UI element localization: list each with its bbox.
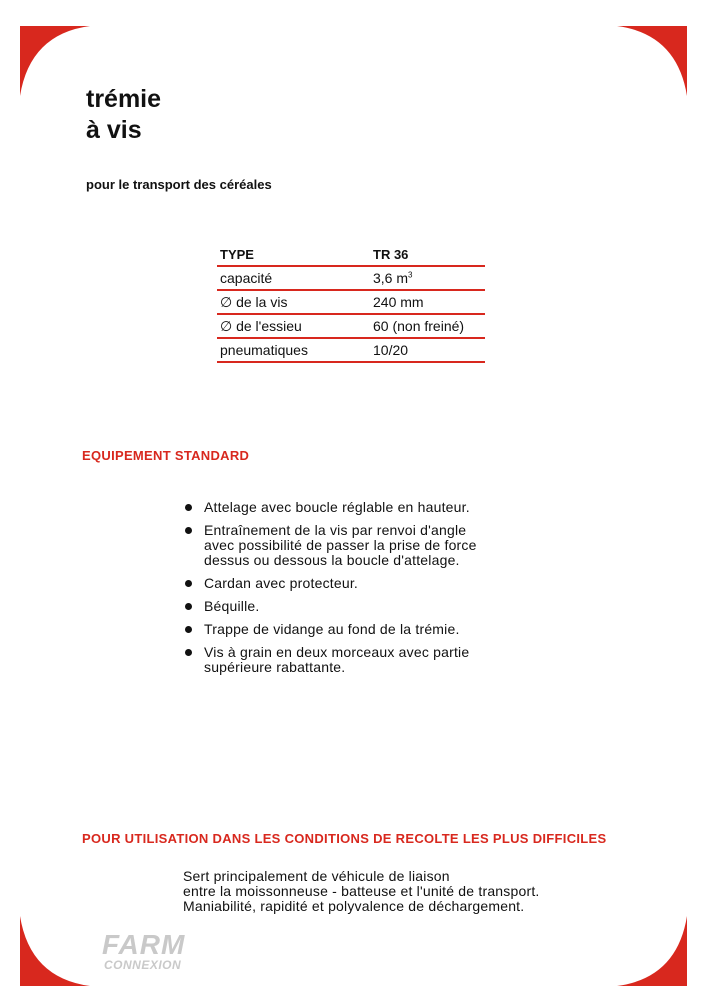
list-item <box>185 500 535 515</box>
list-item <box>185 599 535 614</box>
usage-section-title: POUR UTILISATION DANS LES CONDITIONS DE RECOLTE LES PLUS DIFFICILES <box>82 831 607 846</box>
spec-value <box>373 270 412 286</box>
capacity-value: 3,6 m <box>373 270 409 286</box>
list-item-line: Entraînement de la vis par renvoi d'angle <box>204 522 467 538</box>
spec-value: 60 (non freiné) <box>373 318 465 334</box>
list-item-line: Trappe de vidange au fond de la trémie. <box>204 621 460 637</box>
usage-line: Maniabilité, rapidité et polyvalence de déchargement. <box>183 898 525 914</box>
bullet-icon <box>185 504 192 511</box>
list-item <box>185 622 535 637</box>
usage-description <box>183 869 540 914</box>
list-item-line: avec possibilité de passer la prise de force <box>204 537 477 553</box>
spec-row-axle-diameter <box>217 315 485 339</box>
bullet-icon <box>185 527 192 534</box>
list-item <box>185 523 535 568</box>
spec-table-header <box>217 243 485 267</box>
list-item <box>185 576 535 591</box>
watermark-line-1: FARM <box>102 929 186 960</box>
bullet-icon <box>185 603 192 610</box>
list-item-line: Attelage avec boucle réglable en hauteur. <box>204 499 470 515</box>
spec-label: ∅ de la vis <box>220 294 288 310</box>
list-item-line: Béquille. <box>204 598 260 614</box>
bullet-icon <box>185 580 192 587</box>
spec-row-capacity <box>217 267 485 291</box>
spec-row-tyres <box>217 339 485 363</box>
list-item-line: dessus ou dessous la boucle d'attelage. <box>204 552 460 568</box>
spec-header-value: TR 36 <box>373 247 409 262</box>
usage-line: Sert principalement de véhicule de liaison <box>183 868 450 884</box>
spec-label: ∅ de l'essieu <box>220 318 302 334</box>
title-line-1: trémie <box>86 85 162 113</box>
list-item-line: Vis à grain en deux morceaux avec partie <box>204 644 470 660</box>
corner-decoration-top-left <box>20 26 90 96</box>
bullet-icon <box>185 626 192 633</box>
bullet-icon <box>185 649 192 656</box>
title-line-2: à vis <box>86 116 142 144</box>
page-subtitle: pour le transport des céréales <box>86 177 272 192</box>
usage-line: entre la moissonneuse - batteuse et l'unité de transport. <box>183 883 540 899</box>
page-title <box>86 84 161 146</box>
equipment-list <box>185 500 535 683</box>
watermark-line-2: CONNEXION <box>104 958 182 972</box>
list-item-line: Cardan avec protecteur. <box>204 575 359 591</box>
equipment-section-title: EQUIPEMENT STANDARD <box>82 448 250 463</box>
corner-decoration-bottom-right <box>617 916 687 986</box>
spec-label: capacité <box>220 270 273 286</box>
capacity-unit-superscript: 3 <box>408 270 413 280</box>
corner-decoration-top-right <box>617 26 687 96</box>
spec-value: 10/20 <box>373 342 409 358</box>
spec-table <box>217 243 485 363</box>
list-item-line: supérieure rabattante. <box>204 659 346 675</box>
spec-row-screw-diameter <box>217 291 485 315</box>
farm-connexion-watermark-logo <box>100 928 218 974</box>
spec-value: 240 mm <box>373 294 424 310</box>
corner-decoration-bottom-left <box>20 916 90 986</box>
list-item <box>185 645 535 675</box>
spec-label: pneumatiques <box>220 342 308 358</box>
spec-header-label: TYPE <box>220 247 254 262</box>
